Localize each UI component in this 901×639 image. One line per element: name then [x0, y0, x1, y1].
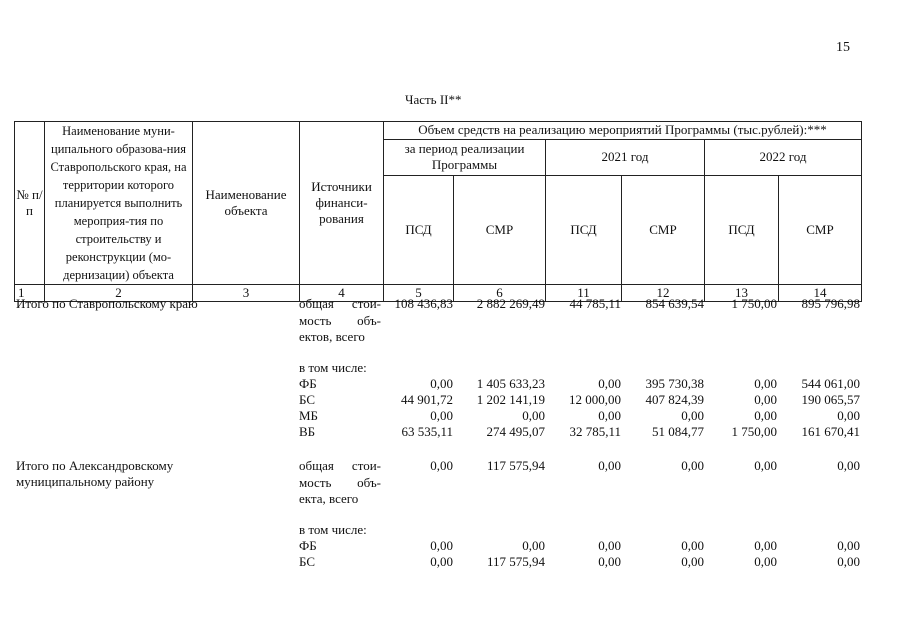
header-object: Наименование объекта [193, 122, 300, 285]
total-label: общая стои-мость объ-ектов, всего [299, 296, 381, 344]
header-year-2022: 2022 год [705, 139, 862, 175]
col-number: 13 [705, 285, 779, 302]
value-cell: 0,00 [837, 458, 860, 473]
col-number: 11 [546, 285, 622, 302]
value-cell: 32 785,11 [569, 424, 621, 439]
value-cell: 117 575,94 [486, 458, 545, 473]
section-name: Итого по Ставропольскому краю [16, 296, 198, 311]
source-label: БС [299, 392, 316, 407]
source-label: МБ [299, 408, 319, 423]
header-period-total: за период реализации Программы [384, 139, 546, 175]
header-table [14, 121, 862, 302]
source-label: ФБ [299, 376, 317, 391]
value-cell: 0,00 [754, 392, 777, 407]
header-smr: СМР [454, 175, 546, 284]
value-cell: 63 535,11 [401, 424, 453, 439]
total-label: общая стои-мость объ-екта, всего [299, 458, 381, 506]
col-number: 6 [454, 285, 546, 302]
value-cell: 2 882 269,49 [476, 296, 545, 311]
col-number: 1 [15, 285, 45, 302]
col-number: 12 [622, 285, 705, 302]
source-label: БС [299, 554, 316, 569]
value-cell: 0,00 [598, 376, 621, 391]
value-cell: 1 750,00 [731, 296, 777, 311]
value-cell: 44 785,11 [569, 296, 621, 311]
col-number: 4 [300, 285, 384, 302]
value-cell: 1 750,00 [731, 424, 777, 439]
value-cell: 0,00 [598, 538, 621, 553]
value-cell: 0,00 [430, 408, 453, 423]
page-number: 15 [836, 40, 850, 55]
value-cell: 0,00 [681, 538, 704, 553]
col-number: 14 [779, 285, 862, 302]
header-smr: СМР [622, 175, 705, 284]
header-sources: Источники финанси-рования [300, 122, 384, 285]
value-cell: 0,00 [754, 554, 777, 569]
header-num: № п/п [15, 122, 45, 285]
part-title: Часть II** [405, 92, 462, 107]
header-smr: СМР [779, 175, 862, 284]
value-cell: 51 084,77 [652, 424, 704, 439]
incl-label: в том числе: [299, 522, 367, 537]
value-cell: 544 061,00 [801, 376, 860, 391]
value-cell: 0,00 [837, 408, 860, 423]
value-cell: 0,00 [522, 408, 545, 423]
value-cell: 0,00 [430, 376, 453, 391]
value-cell: 0,00 [837, 538, 860, 553]
section-name: Итого по Александровскому муниципальному району [16, 458, 174, 489]
value-cell: 1 202 141,19 [476, 392, 545, 407]
header-year-2021: 2021 год [546, 139, 705, 175]
value-cell: 407 824,39 [645, 392, 704, 407]
value-cell: 108 436,83 [394, 296, 453, 311]
incl-label: в том числе: [299, 360, 367, 375]
value-cell: 117 575,94 [486, 554, 545, 569]
value-cell: 895 796,98 [801, 296, 860, 311]
header-municipality: Наименование муни-ципального образова-ния Ставропольского края, на территории которого планируется выполнить мероприя-тия по строительству и реконструкции (мо-дернизации) объекта [45, 122, 193, 285]
value-cell: 190 065,57 [801, 392, 860, 407]
value-cell: 0,00 [754, 408, 777, 423]
value-cell: 0,00 [430, 554, 453, 569]
value-cell: 161 670,41 [801, 424, 860, 439]
header-volume: Объем средств на реализацию мероприятий Программы (тыс.рублей):*** [384, 122, 862, 140]
value-cell: 1 405 633,23 [476, 376, 545, 391]
value-cell: 0,00 [754, 458, 777, 473]
value-cell: 0,00 [598, 554, 621, 569]
value-cell: 0,00 [430, 538, 453, 553]
source-label: ВБ [299, 424, 316, 439]
value-cell: 0,00 [681, 554, 704, 569]
value-cell: 44 901,72 [401, 392, 453, 407]
value-cell: 0,00 [598, 458, 621, 473]
value-cell: 0,00 [430, 458, 453, 473]
value-cell: 0,00 [681, 408, 704, 423]
value-cell: 0,00 [522, 538, 545, 553]
value-cell: 395 730,38 [645, 376, 704, 391]
source-label: ФБ [299, 538, 317, 553]
header-psd: ПСД [384, 175, 454, 284]
value-cell: 0,00 [754, 538, 777, 553]
value-cell: 0,00 [681, 458, 704, 473]
header-psd: ПСД [546, 175, 622, 284]
col-number: 3 [193, 285, 300, 302]
value-cell: 12 000,00 [569, 392, 621, 407]
value-cell: 0,00 [598, 408, 621, 423]
value-cell: 0,00 [837, 554, 860, 569]
col-number: 2 [45, 285, 193, 302]
header-psd: ПСД [705, 175, 779, 284]
col-number: 5 [384, 285, 454, 302]
value-cell: 274 495,07 [486, 424, 545, 439]
value-cell: 0,00 [754, 376, 777, 391]
value-cell: 854 639,54 [645, 296, 704, 311]
